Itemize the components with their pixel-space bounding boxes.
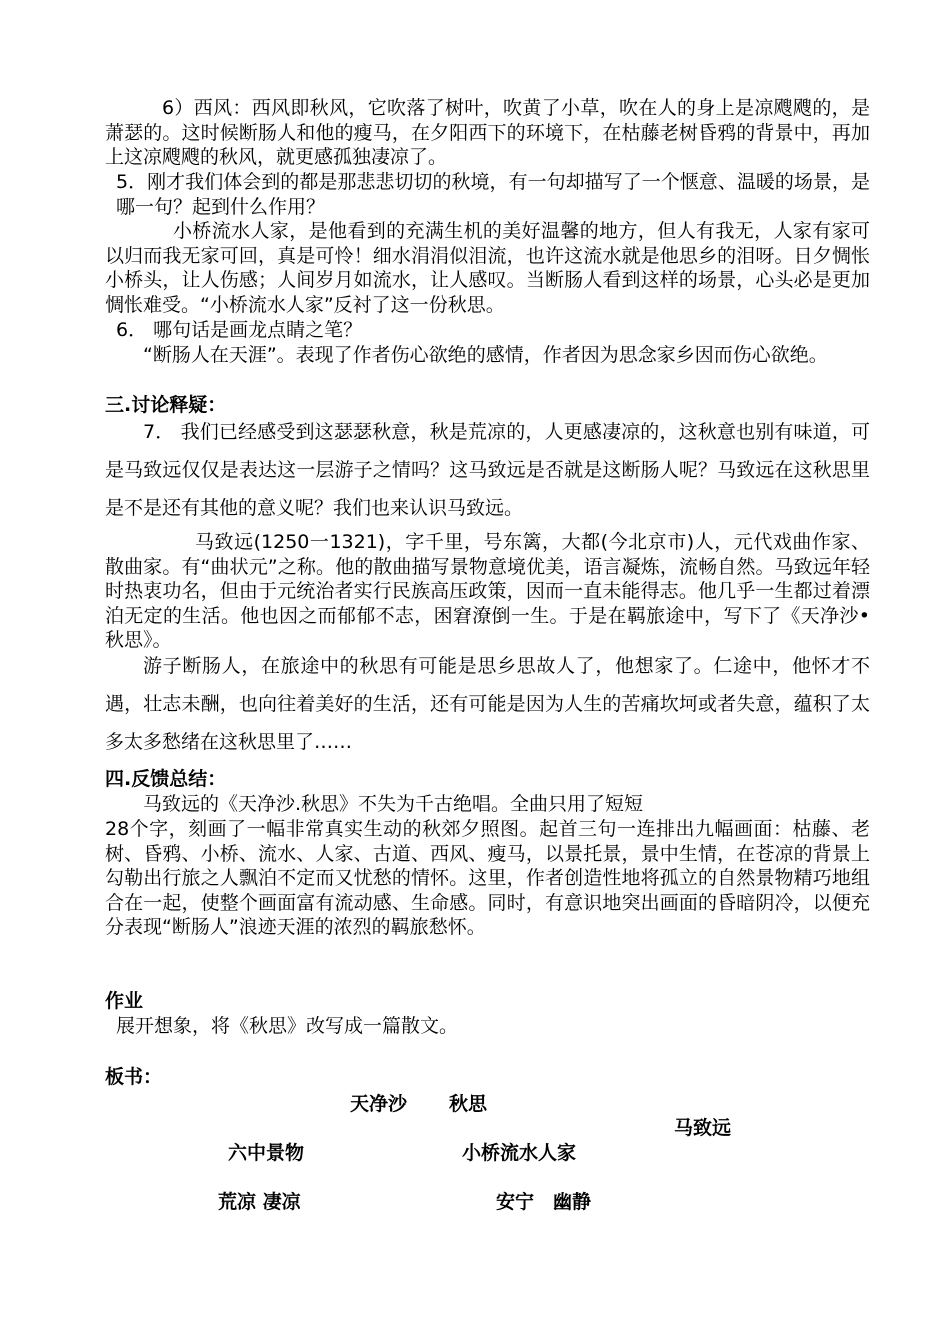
question-6: 6． 哪句话是画龙点睛之笔？ xyxy=(116,319,363,341)
board-title-right: 秋思 xyxy=(449,1093,488,1115)
paragraph-west-wind: 6）西风：西风即秋风，它吹落了树叶，吹黄了小草，吹在人的身上是凉飕飕的，是萧瑟的。这时候断肠人和他的瘦马，在夕阳西下的环境下，在枯藤老树昏鸦的背景中，再加上这凉飕飕的秋风，就更感孤独凄凉了。 xyxy=(105,97,870,168)
answer-6: “断肠人在天涯”。表现了作者伤心欲绝的感情，作者因为思念家乡因而伤心欲绝。 xyxy=(143,344,828,366)
author-bio: 马致远(1250一1321)，字千里，号东篱，大都(今北京市)人，元代戏曲作家、散曲家。有“曲状元”之称。他的散曲描写景物意境优美，语言凝炼，流畅自然。马致远年轻时热衷功名，但由于元统治者实行民族高压政策，因而一直未能得志。他几乎一生都过着漂泊无定的生活。他也因之而郁郁不志，困窘潦倒一生。于是在羁旅途中，写下了《天净沙•秋思》。 xyxy=(105,531,870,651)
section-4-heading: 四.反馈总结： xyxy=(105,768,227,790)
homework-heading: 作业 xyxy=(105,990,144,1012)
board-left-top: 六中景物 xyxy=(228,1142,305,1164)
board-left-bottom: 荒凉 凄凉 xyxy=(218,1191,301,1213)
summary-body: 28个字，刻画了一幅非常真实生动的秋郊夕照图。起首三句一连排出九幅画面：枯藤、老树、昏鸦、小桥、流水、人家、古道、西风、瘦马，以景托景，景中生情，在苍凉的背景上勾勒出行旅之人飘泊不定而又忧愁的情怀。这里，作者创造性地将孤立的自然景物精巧地组合在一起，使整个画面富有流动感、生命感。同时，有意识地突出画面的昏暗阴冷，以便充分表现“断肠人”浪迹天涯的浓烈的羁旅愁怀。 xyxy=(105,818,870,938)
board-heading: 板书： xyxy=(105,1066,163,1088)
question-7: 7． 我们已经感受到这瑟瑟秋意，秋是荒凉的，人更感凄凉的，这秋意也别有味道，可是马致远仅仅是表达这一层游子之情吗？这马致远是否就是这断肠人呢？马致远在这秋思里是不是还有其他的意义呢？我们也来认识马致远。 xyxy=(105,421,870,519)
board-author: 马致远 xyxy=(674,1117,732,1139)
board-title-left: 天净沙 xyxy=(350,1093,408,1115)
board-right-bottom: 安宁 幽静 xyxy=(496,1191,592,1213)
homework-text: 展开想象，将《秋思》改写成一篇散文。 xyxy=(116,1015,459,1037)
traveler-paragraph: 游子断肠人，在旅途中的秋思有可能是思乡思故人了，他想家了。仁途中，他怀才不遇，壮志未酬，也向往着美好的生活，还有可能是因为人生的苦痛坎坷或者失意，蕴积了太多太多愁绪在这秋思里了…… xyxy=(105,655,870,753)
board-right-top: 小桥流水人家 xyxy=(462,1142,577,1164)
question-5: 5．刚才我们体会到的都是那悲悲切切的秋境，有一句却描写了一个惬意、温暖的场景，是哪一句？起到什么作用？ xyxy=(116,171,870,218)
summary-first-line: 马致远的《天净沙.秋思》不失为千古绝唱。全曲只用了短短 xyxy=(143,793,644,815)
answer-5: 小桥流水人家，是他看到的充满生机的美好温馨的地方，但人有我无，人家有家可以归而我无家可回，真是可怜！细水涓涓似泪流，也许这流水就是他思乡的泪呀。日夕惆怅小桥头，让人伤感；人间岁月如流水，让人感叹。当断肠人看到这样的场景，心头必是更加惆怅难受。“小桥流水人家”反衬了这一份秋思。 xyxy=(105,220,870,316)
section-3-heading: 三.讨论释疑： xyxy=(105,394,227,416)
